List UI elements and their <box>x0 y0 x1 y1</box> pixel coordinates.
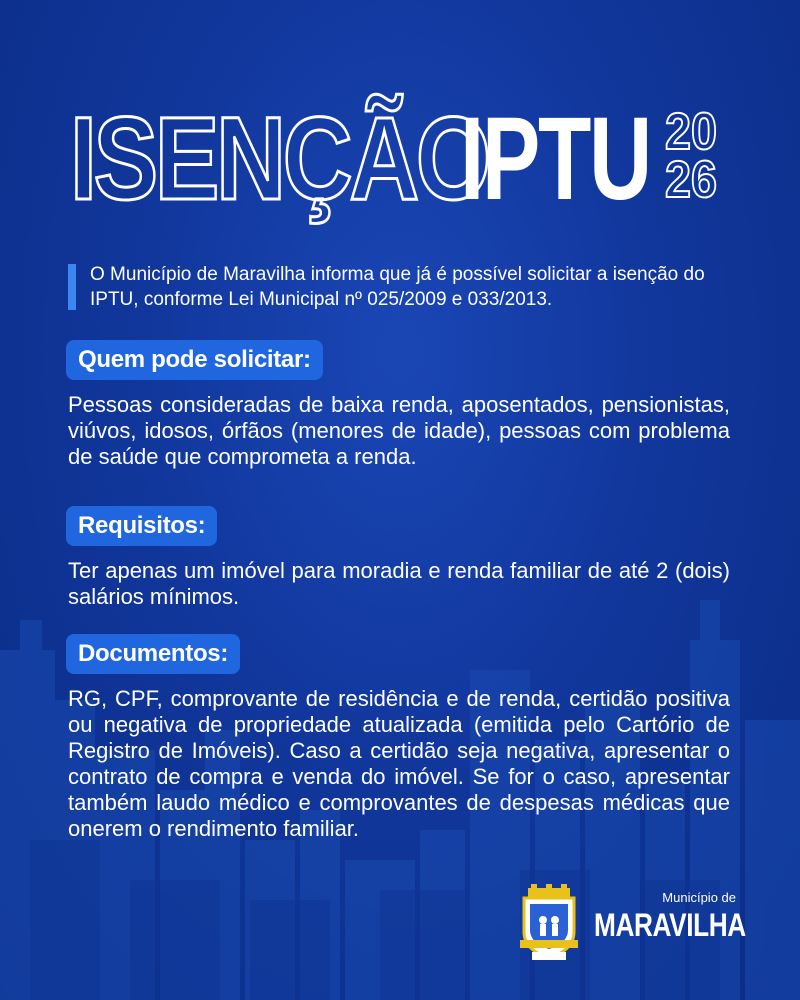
brand-name: MARAVILHA <box>594 907 746 943</box>
year-bottom: 26 <box>664 151 718 209</box>
heading-documentos: Documentos: <box>66 634 240 674</box>
title-year <box>655 103 727 209</box>
intro-text: O Município de Maravilha informa que já é possível solicitar a isenção do IPTU, conforme Lei Municipal nº 025/2009 e 033/2013. <box>90 264 705 310</box>
text-quem-pode-solicitar: Pessoas consideradas de baixa renda, aposentados, pensionistas, viúvos, idosos, órfãos (menores de idade), pessoas com problema de saúde que comprometa a renda. <box>68 392 730 469</box>
intro-accent-bar <box>68 264 76 310</box>
intro-block <box>68 262 748 312</box>
year-top: 20 <box>664 103 718 161</box>
brand-block <box>594 890 779 944</box>
heading-quem-pode-solicitar: Quem pode solicitar: <box>66 340 323 380</box>
title <box>70 82 730 232</box>
title-iptu: IPTU <box>460 93 651 225</box>
text-documentos: RG, CPF, comprovante de residência e de renda, certidão positiva ou negativa de propriedade atualizada (emitida pelo Cartório de Registro de Imóveis). Caso a certidão seja negativa, apresentar o contrato de compra e venda do imóvel. Se for o caso, apresentar também laudo médico e comprovantes de despesas médicas que onerem o rendimento familiar. <box>68 686 730 841</box>
text-requisitos: Ter apenas um imóvel para moradia e renda familiar de até 2 (dois) salários mínimos. <box>68 558 730 609</box>
title-isencao: ISENÇÃO <box>70 93 488 225</box>
heading-requisitos: Requisitos: <box>66 506 217 546</box>
municipal-coat-of-arms-icon <box>518 884 580 964</box>
brand-small: Município de <box>662 890 736 905</box>
